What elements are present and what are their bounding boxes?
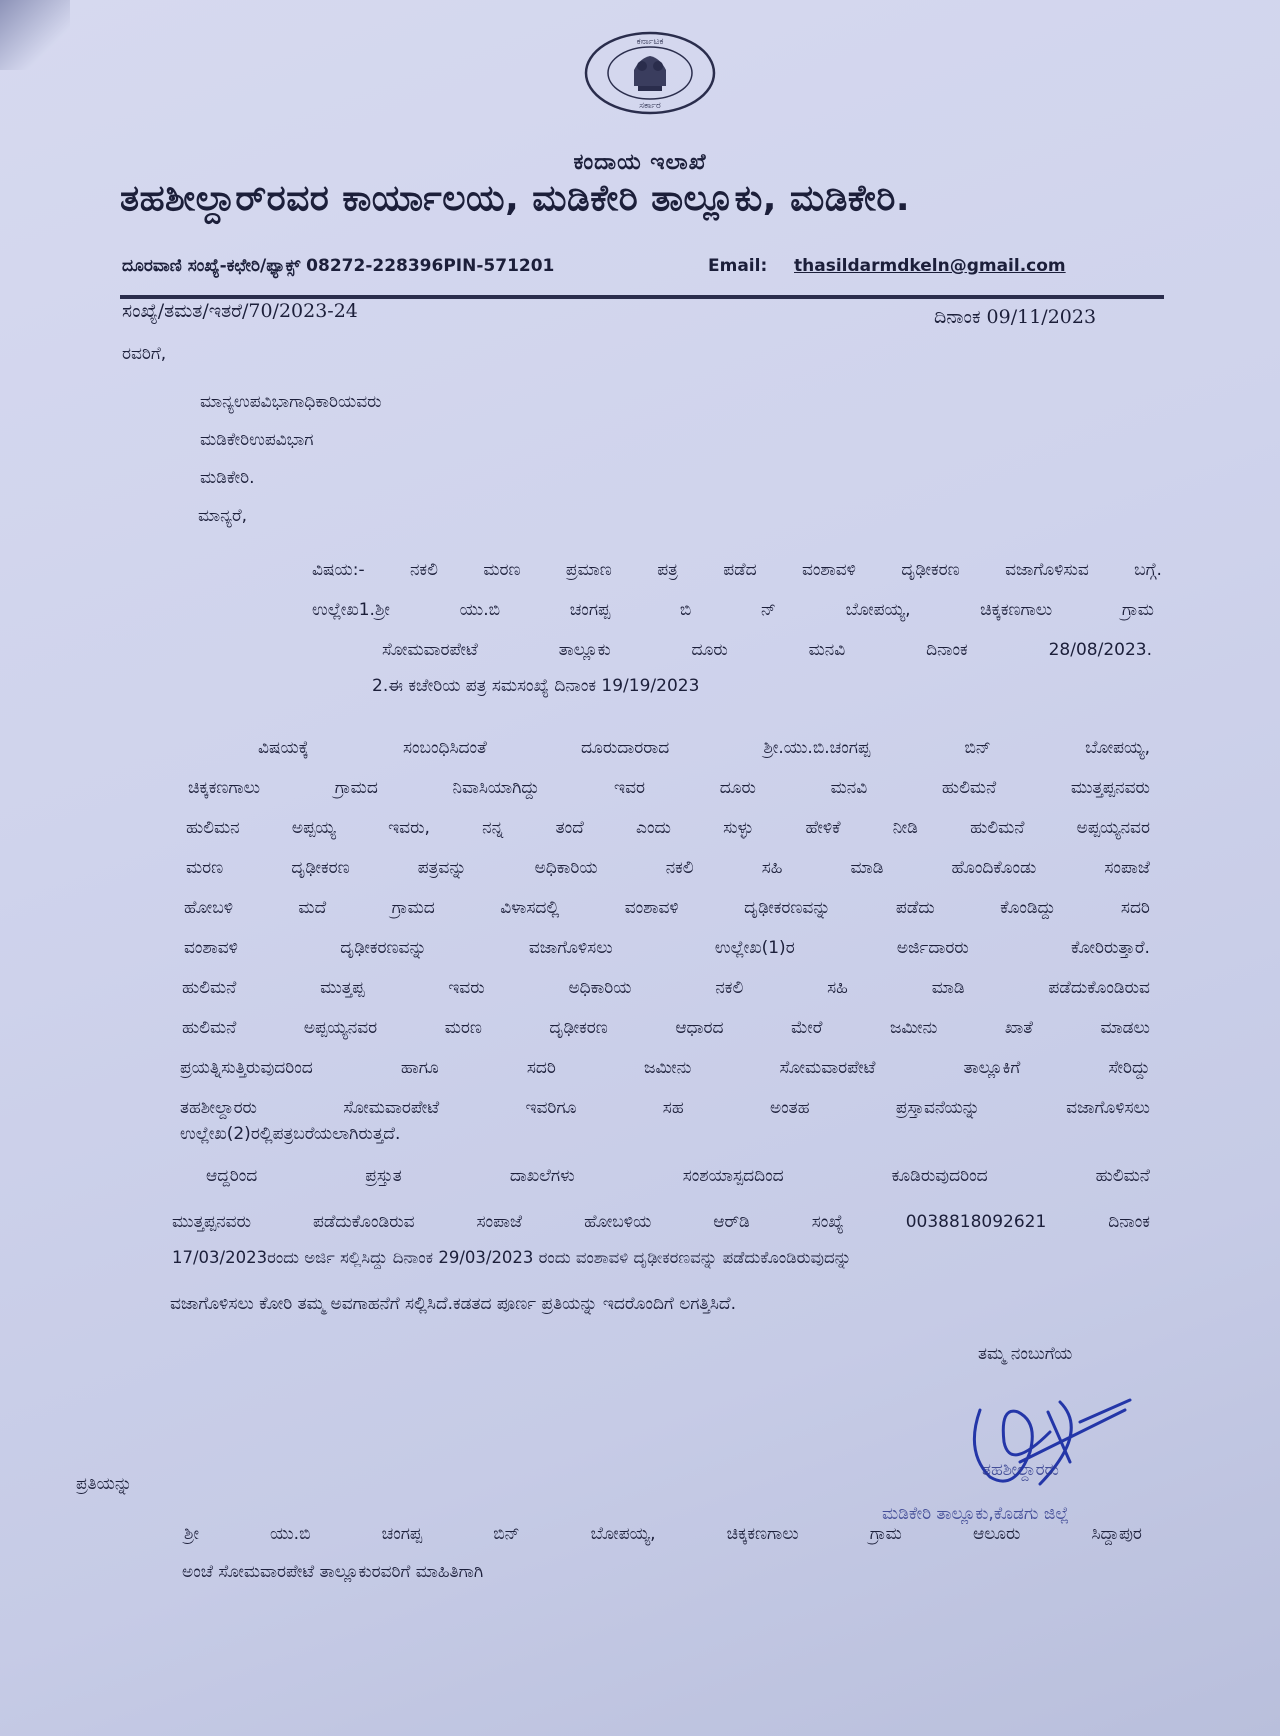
- subject-line-4: 2.ಈ ಕಚೇರಿಯ ಪತ್ರ ಸಮಸಂಖ್ಯೆ ದಿನಾಂಕ 19/19/2023: [372, 676, 700, 696]
- word: ಪ್ರಮಾಣ: [565, 560, 612, 580]
- word: ಆದ್ದರಿಂದ: [206, 1166, 258, 1186]
- word: ಸದರಿ: [1120, 898, 1150, 918]
- word: ಸಹಿ: [827, 978, 848, 998]
- para1-line-2: [188, 778, 1150, 798]
- word: ಅಪ್ಪಯ್ಯ: [291, 818, 336, 838]
- word: ವಂಶಾವಳಿ: [184, 938, 238, 958]
- word: ಮನವಿ: [808, 640, 846, 660]
- word: ಸೇರಿದ್ದು: [1108, 1058, 1150, 1078]
- word: ಯು.ಬಿ: [270, 1524, 311, 1544]
- word: 0038818092621: [905, 1212, 1047, 1232]
- word: ಪತ್ರವನ್ನು: [417, 858, 467, 878]
- word: ವಿಳಾಸದಲ್ಲಿ: [500, 898, 560, 918]
- word: ದೃಢೀಕರಣವನ್ನು: [340, 938, 427, 958]
- emblem-text-bottom: ಸರ್ಕಾರ: [639, 101, 661, 111]
- department-name: ಕಂದಾಯ ಇಲಾಖೆ: [573, 150, 707, 175]
- word: ಮುತ್ತಪ್ಪ: [320, 978, 365, 998]
- subject-line-2: [312, 600, 1154, 620]
- word: ಹುಲಿಮನ: [186, 818, 240, 838]
- word: ಚಿಕ್ಕಕಣಗಾಲು: [188, 778, 261, 798]
- word: ಹುಲಿಮನೆ: [941, 778, 997, 798]
- word: ವಜಾಗೊಳಿಸಲು: [1066, 1098, 1150, 1118]
- word: ಬಿನ್: [493, 1524, 520, 1544]
- word: ಅಂತಹ: [769, 1098, 810, 1118]
- para1-line-7: [182, 978, 1150, 998]
- word: ತಾಲ್ಲೂಕಿಗೆ: [963, 1058, 1021, 1078]
- word: ಹೊಂದಿಕೊಂಡು: [951, 858, 1037, 878]
- seal-designation: ತಹಶೀಲ್ದಾರರು: [982, 1460, 1059, 1480]
- word: ಆಲೂರು: [972, 1524, 1021, 1544]
- word: ಗ್ರಾಮದ: [391, 898, 435, 918]
- word: ಉಲ್ಲೇಖ1.ಶ್ರೀ: [312, 600, 390, 620]
- word: ಶ್ರೀ: [184, 1524, 199, 1544]
- word: ಅಧಿಕಾರಿಯ: [534, 858, 598, 878]
- word: ಆಧಾರದ: [675, 1018, 724, 1038]
- word: ಸದರಿ: [526, 1058, 556, 1078]
- word: ಪಡೆದುಕೊಂಡಿರುವ: [1048, 978, 1150, 998]
- copy-to-line-1: [184, 1524, 1142, 1544]
- word: ಮುತ್ತಪ್ಪನವರು: [1070, 778, 1150, 798]
- word: ಕೊಂಡಿದ್ದು: [1000, 898, 1056, 918]
- word: ದೂರು: [719, 778, 756, 798]
- closing-yours: ತಮ್ಮ ನಂಬುಗೆಯ: [978, 1344, 1073, 1364]
- addressee-line-3: ಮಡಿಕೇರಿ.: [200, 468, 255, 488]
- word: ಬೋಪಯ್ಯ,: [845, 600, 911, 620]
- word: ವಜಾಗೊಳಿಸುವ: [1005, 560, 1089, 580]
- word: ದೂರು: [691, 640, 728, 660]
- word: ಬಿ: [679, 600, 692, 620]
- word: ವಂಶಾವಳಿ: [624, 898, 679, 918]
- signature-icon: [960, 1392, 1160, 1502]
- word: ಮಾಡಿ: [931, 978, 965, 998]
- salutation-to: ರವರಿಗೆ,: [122, 344, 167, 364]
- word: ಇವರ: [614, 778, 645, 798]
- word: ಕೋರಿರುತ್ತಾರೆ.: [1070, 938, 1150, 958]
- addressee-line-2: ಮಡಿಕೇರಿಉಪವಿಭಾಗ: [200, 430, 314, 450]
- word: ದೃಢೀಕರಣ: [549, 1018, 608, 1038]
- word: ತಂದೆ: [555, 818, 584, 838]
- word: ಮರಣ: [483, 560, 521, 580]
- word: ದಿನಾಂಕ: [926, 640, 968, 660]
- letter-date: ದಿನಾಂಕ 09/11/2023: [934, 306, 1097, 328]
- para2-line-3: 17/03/2023ರಂದು ಅರ್ಜಿ ಸಲ್ಲಿಸಿದ್ದು ದಿನಾಂಕ 29/03/2023 ರಂದು ವಂಶಾವಳಿ ದೃಢೀಕರಣವನ್ನು ಪಡೆದುಕೊಂಡಿರುವುದನ್ನು: [172, 1248, 852, 1267]
- word: ಇವರು,: [388, 818, 430, 838]
- copy-to-label: ಪ್ರತಿಯನ್ನು: [76, 1474, 133, 1494]
- word: ದಿನಾಂಕ: [1108, 1212, 1150, 1232]
- word: ದೃಢೀಕರಣ: [291, 858, 350, 878]
- greeting: ಮಾನ್ಯರೆ,: [198, 506, 248, 526]
- para1-line-6: [184, 938, 1150, 958]
- word: ಅಪ್ಪಯ್ಯನವರ: [1076, 818, 1150, 838]
- word: ಮರಣ: [444, 1018, 482, 1038]
- subject-line-3: [382, 640, 1152, 660]
- word: ಮದೆ: [298, 898, 327, 918]
- word: ವಜಾಗೊಳಿಸಲು: [528, 938, 613, 958]
- word: ಗ್ರಾಮ: [869, 1524, 902, 1544]
- word: ಪ್ರಸ್ತುತ: [365, 1166, 402, 1186]
- word: ನ್: [760, 600, 776, 620]
- word: ಖಾತೆ: [1004, 1018, 1033, 1038]
- word: ಸೋಮವಾರಪೇಟೆ: [382, 640, 478, 660]
- word: ಗ್ರಾಮ: [1121, 600, 1154, 620]
- word: ಸಂಪಾಜೆ: [1104, 858, 1150, 878]
- word: ಹಾಗೂ: [400, 1058, 439, 1078]
- office-title: ತಹಶೀಲ್ದಾರ್‌ರವರ ಕಾರ್ಯಾಲಯ, ಮಡಿಕೇರಿ ತಾಲ್ಲೂಕು, ಮಡಿಕೇರಿ.: [120, 178, 911, 219]
- para1-last-line: ಉಲ್ಲೇಖ(2)ರಲ್ಲಿಪತ್ರಬರೆಯಲಾಗಿರುತ್ತದೆ.: [180, 1124, 401, 1144]
- copy-to-line-2: ಅಂಚೆ ಸೋಮವಾರಪೇಟೆ ತಾಲ್ಲೂಕುರವರಿಗೆ ಮಾಹಿತಿಗಾಗಿ: [182, 1562, 484, 1582]
- word: ಹೋಬಳಿ: [184, 898, 233, 918]
- email-label: Email:: [708, 256, 768, 276]
- word: ಚಂಗಪ್ಪ: [381, 1524, 423, 1544]
- word: ಹುಲಿಮನೆ: [1095, 1166, 1150, 1186]
- word: ಆರ್‌ಡಿ: [713, 1212, 750, 1232]
- word: ಅಧಿಕಾರಿಯ: [568, 978, 632, 998]
- karnataka-emblem-icon: [582, 30, 718, 116]
- word: ವಿಷಯಕ್ಕೆ: [258, 738, 309, 758]
- word: ಹೋಬಳಿಯ: [584, 1212, 652, 1232]
- word: ಸೋಮವಾರಪೇಟೆ: [779, 1058, 876, 1078]
- word: ದೂರುದಾರರಾದ: [581, 738, 670, 758]
- word: ದೃಢೀಕರಣವನ್ನು: [744, 898, 831, 918]
- email-link[interactable]: thasildarmdkeln@gmail.com: [794, 256, 1066, 276]
- word: ಪಡೆದು: [895, 898, 935, 918]
- word: ಯು.ಬಿ: [459, 600, 501, 620]
- word: ಹುಲಿಮನೆ: [970, 818, 1025, 838]
- word: ಸಿದ್ದಾಪುರ: [1091, 1524, 1142, 1544]
- para1-line-5: [184, 898, 1150, 918]
- word: ಪ್ರಯತ್ನಿಸುತ್ತಿರುವುದರಿಂದ: [180, 1058, 313, 1078]
- page-corner-shadow: [0, 0, 70, 70]
- word: ಬೋಪಯ್ಯ,: [1085, 738, 1150, 758]
- word: ನಿವಾಸಿಯಾಗಿದ್ದು: [452, 778, 540, 798]
- word: 28/08/2023.: [1048, 640, 1152, 660]
- word: ಸಂಶಯಾಸ್ಪದದಿಂದ: [682, 1166, 784, 1186]
- word: ಸುಳ್ಳು: [723, 818, 754, 838]
- subject-line-1: [312, 560, 1162, 580]
- para1-line-9: [180, 1058, 1150, 1078]
- word: ಚಂಗಪ್ಪ: [569, 600, 611, 620]
- word: ಹೇಳಿಕೆ: [805, 818, 841, 838]
- word: ಅರ್ಜಿದಾರರು: [896, 938, 969, 958]
- para1-line-8: [182, 1018, 1150, 1038]
- word: ನಕಲಿ: [409, 560, 438, 580]
- word: ಬಗ್ಗೆ.: [1134, 560, 1162, 580]
- word: ಶ್ರೀ.ಯು.ಬಿ.ಚಂಗಪ್ಪ: [763, 738, 871, 758]
- para1-line-3: [186, 818, 1150, 838]
- word: ದಾಖಲೆಗಳು: [509, 1166, 575, 1186]
- word: ಬೋಪಯ್ಯ,: [590, 1524, 656, 1544]
- word: ಮಾಡಲು: [1100, 1018, 1150, 1038]
- word: ನಕಲಿ: [665, 858, 694, 878]
- word: ಎಂದು: [636, 818, 671, 838]
- word: ಉಲ್ಲೇಖ(1)ರ: [714, 938, 795, 958]
- word: ಬಿನ್: [964, 738, 991, 758]
- word: ಸಂಬಂಧಿಸಿದಂತೆ: [402, 738, 487, 758]
- word: ಪತ್ರ: [657, 560, 678, 580]
- word: ವಂಶಾವಳಿ: [801, 560, 856, 580]
- word: ಕೂಡಿರುವುದರಿಂದ: [891, 1166, 988, 1186]
- word: ಮಾಡಿ: [850, 858, 884, 878]
- word: ಇವರಿಗೂ: [525, 1098, 577, 1118]
- word: ಮುತ್ತಪ್ಪನವರು: [172, 1212, 251, 1232]
- contact-row: [122, 256, 1122, 276]
- word: ನಕಲಿ: [715, 978, 744, 998]
- word: ವಿಷಯ:-: [312, 560, 365, 580]
- emblem-text-top: ಕರ್ನಾಟಕ: [636, 37, 664, 47]
- para1-line-10: [180, 1098, 1150, 1118]
- word: ಸಹಿ: [761, 858, 783, 878]
- word: ಪಡೆದ: [723, 560, 757, 580]
- word: ಜಮೀನು: [889, 1018, 938, 1038]
- word: ಪ್ರಸ್ತಾವನೆಯನ್ನು: [895, 1098, 980, 1118]
- word: ಸಂಪಾಜೆ: [476, 1212, 523, 1232]
- word: ಹುಲಿಮನೆ: [182, 1018, 237, 1038]
- para2-line-1: [206, 1166, 1150, 1186]
- word: ಮನವಿ: [830, 778, 868, 798]
- word: ಇವರು: [448, 978, 485, 998]
- word: ಗ್ರಾಮದ: [334, 778, 378, 798]
- word: ಪಡೆದುಕೊಂಡಿರುವ: [313, 1212, 415, 1232]
- word: ಹುಲಿಮನೆ: [182, 978, 237, 998]
- para2-last-line: ವಜಾಗೊಳಿಸಲು ಕೋರಿ ತಮ್ಮ ಅವಗಾಹನೆಗೆ ಸಲ್ಲಿಸಿದೆ.ಕಡತದ ಪೂರ್ಣ ಪ್ರತಿಯನ್ನು ಇದರೊಂದಿಗೆ ಲಗತ್ತಿಸಿದೆ.: [170, 1294, 736, 1314]
- word: ಜಮೀನು: [644, 1058, 692, 1078]
- word: ಸಹ: [662, 1098, 684, 1118]
- phone-info: ದೂರವಾಣಿ ಸಂಖ್ಯೆ-ಕಛೇರಿ/ಫ್ಯಾಕ್ಸ್ 08272-228396PIN-571201: [122, 256, 555, 276]
- letterhead-divider: [120, 295, 1164, 299]
- para2-line-2: [172, 1212, 1150, 1232]
- word: ಚಿಕ್ಕಕಣಗಾಲು: [726, 1524, 799, 1544]
- word: ಮರಣ: [186, 858, 224, 878]
- para1-line-4: [186, 858, 1150, 878]
- word: ತಹಶೀಲ್ದಾರರು: [180, 1098, 257, 1118]
- word: ಮೇರೆ: [791, 1018, 823, 1038]
- addressee-line-1: ಮಾನ್ಯಉಪವಿಭಾಗಾಧಿಕಾರಿಯವರು: [200, 392, 382, 412]
- word: ಸೋಮವಾರಪೇಟೆ: [343, 1098, 440, 1118]
- word: ನೀಡಿ: [892, 818, 918, 838]
- word: ಸಂಖ್ಯೆ: [811, 1212, 844, 1232]
- reference-number: ಸಂಖ್ಯೆ/ತಮತ/ಇತರೆ/70/2023-24: [122, 300, 358, 322]
- word: ಅಪ್ಪಯ್ಯನವರ: [303, 1018, 378, 1038]
- word: ದೃಢೀಕರಣ: [901, 560, 960, 580]
- seal-location: ಮಡಿಕೇರಿ ತಾಲ್ಲೂಕು,ಕೊಡಗು ಜಿಲ್ಲೆ: [882, 1504, 1069, 1524]
- word: ತಾಲ್ಲೂಕು: [558, 640, 611, 660]
- word: ಚಿಕ್ಕಕಣಗಾಲು: [980, 600, 1053, 620]
- para1-line-1: [258, 738, 1150, 758]
- word: ನನ್ನ: [482, 818, 504, 838]
